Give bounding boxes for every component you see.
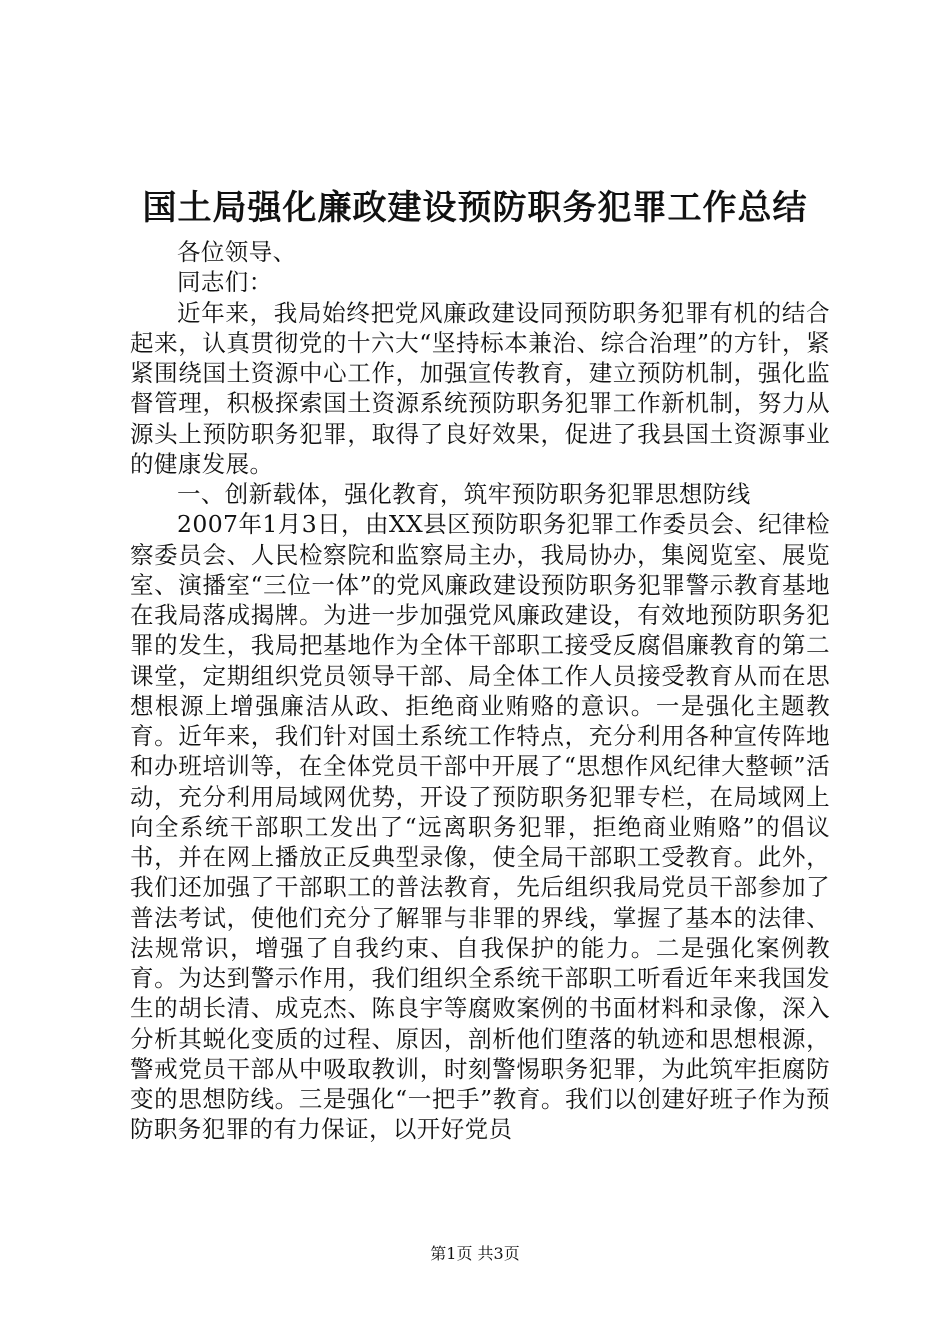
section-heading: 一、创新载体，强化教育，筑牢预防职务犯罪思想防线 [177, 480, 751, 508]
salutation-line: 同志们： [177, 268, 273, 297]
body-paragraph: 2007年1月3日，由XX县区预防职务犯罪工作委员会、纪律检察委员会、人民检察院和监察局主办，我局协办，集阅览室、展览室、演播室“三位一体”的党风廉政建设预防职务犯罪警示教育基地在我局落成揭牌。为进一步加强党风廉政建设，有效地预防职务犯罪的发生，我局把基地作为全体干部职工接受反腐倡廉教育的第二课堂，定期组织党员领导干部、局全体工作人员接受教育从而在思想根源上增强廉洁从政、拒绝商业贿赂的意识。一是强化主题教育。近年来，我们针对国土系统工作特点，充分利用各种宣传阵地和办班培训等，在全体党员干部中开展了“思想作风纪律大整顿”活动，充分利用局域网优势，开设了预防职务犯罪专栏，在局域网上向全系统干部职工发出了“远离职务犯罪，拒绝商业贿赂”的倡议书，并在网上播放正反典型录像，使全局干部职工受教育。此外，我们还加强了干部职工的普法教育，先后组织我局党员干部参加了普法考试，使他们充分了解罪与非罪的界线，掌握了基本的法律、法规常识，增强了自我约束、自我保护的能力。二是强化案例教育。为达到警示作用，我们组织全系统干部职工听看近年来我国发生的胡长清、成克杰、陈良宇等腐败案例的书面材料和录像，深入分析其蜕化变质的过程、原因，剖析他们堕落的轨迹和思想根源，警戒党员干部从中吸取教训，时刻警惕职务犯罪，为此筑牢拒腐防变的思想防线。三是强化“一把手”教育。我们以创建好班子作为预防职务犯罪的有力保证，以开好党员 [130, 510, 830, 1144]
page-footer: 第1页 共3页 [430, 1244, 520, 1263]
body-paragraph: 近年来，我局始终把党风廉政建设同预防职务犯罪有机的结合起来，认真贯彻党的十六大“坚持标本兼治、综合治理”的方针，紧紧围绕国土资源中心工作，加强宣传教育，建立预防机制，强化监督管理，积极探索国土资源系统预防职务犯罪工作新机制，努力从源头上预防职务犯罪，取得了良好效果，促进了我县国土资源事业的健康发展。 [130, 298, 830, 478]
document-title: 国土局强化廉政建设预防职务犯罪工作总结 [142, 188, 808, 228]
document-body [130, 237, 830, 1145]
salutation-line: 各位领导、 [177, 238, 297, 266]
